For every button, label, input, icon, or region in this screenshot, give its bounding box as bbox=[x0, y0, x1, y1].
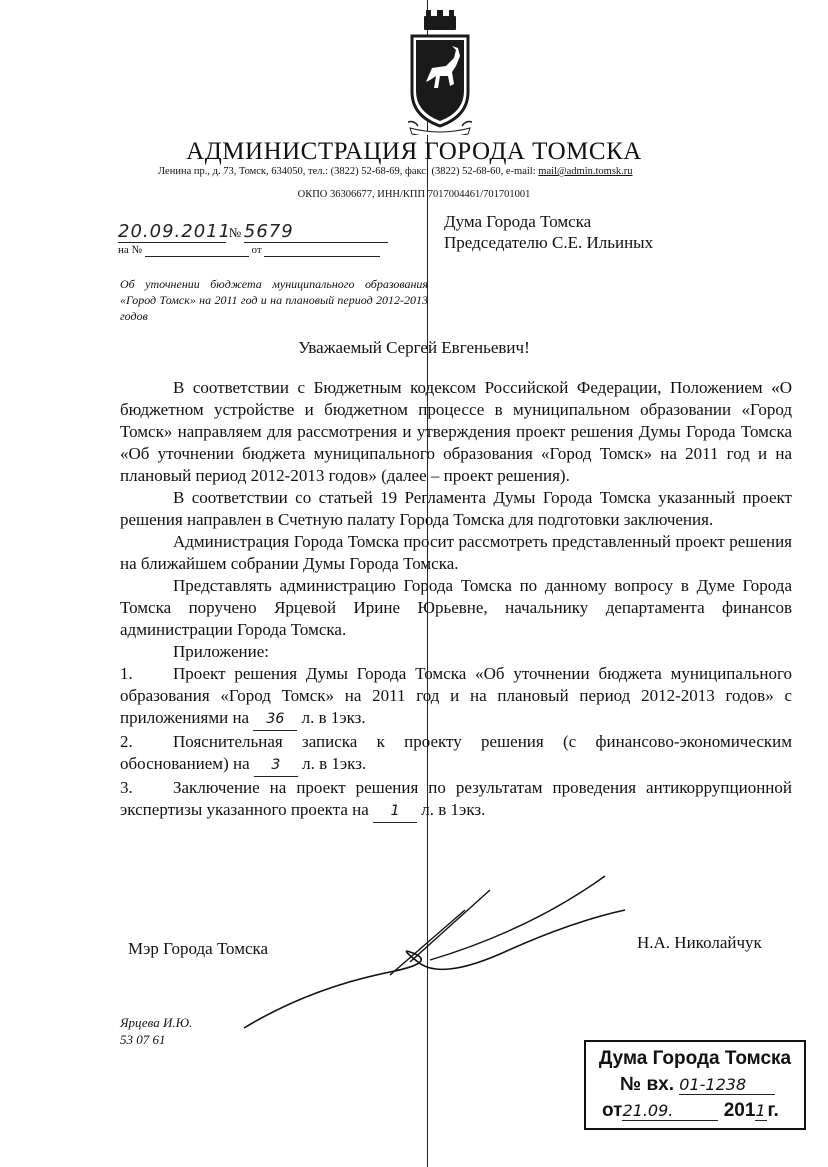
organization-codes: ОКПО 36306677, ИНН/КПП 7017004461/701701001 bbox=[297, 189, 531, 200]
letter-subject: Об уточнении бюджета муниципального образования «Город Томск» на 2011 год и на плановый период 2012-2013 годов bbox=[120, 277, 428, 323]
executor-name: Ярцева И.Ю. bbox=[120, 1015, 193, 1030]
stamp-incoming-number-line bbox=[620, 1074, 775, 1096]
attachment-item-text: Заключение на проект решения по результатам проведения антикоррупционной экспертизы указанного проекта на bbox=[120, 778, 792, 819]
attachment-item-pages: 1 bbox=[373, 800, 417, 823]
registration-no-label: № bbox=[228, 225, 242, 240]
body-paragraph: В соответствии со статьей 19 Регламента Думы Города Томска указанный проект решения направлен в Счетную палату Города Томска для подготовки заключения. bbox=[120, 488, 792, 529]
recipient-org: Дума Города Томска bbox=[444, 212, 592, 231]
incoming-registration-stamp bbox=[584, 1040, 806, 1130]
stamp-year-suffix: г. bbox=[767, 1100, 779, 1121]
recipient-block bbox=[444, 211, 653, 253]
body-paragraph: Представлять администрацию Города Томска по данному вопросу в Думе Города Томска поручено Ярцевой Ирине Юрьевне, начальнику департамента финансов администрации Города Томска. bbox=[120, 576, 792, 639]
reference-no-label: на № bbox=[118, 244, 143, 256]
body-paragraph: В соответствии с Бюджетным кодексом Российской Федерации, Положением «О бюджетном устройстве и бюджетном процессе в муниципальном образовании «Город Томск» направляем для рассмотрения и утверждения проект решения Думы Города Томска «Об уточнении бюджета муниципального образования «Город Томск» на 2011 год и на плановый период 2012-2013 годов» (далее – проект решения). bbox=[120, 378, 792, 485]
attachment-item-pages: 36 bbox=[253, 708, 297, 731]
attachment-item bbox=[120, 663, 792, 731]
attachment-item-text: Проект решения Думы Города Томска «Об уточнении бюджета муниципального образования «Город Томск» на 2011 год и на плановый период 2012-2013 годов» с приложениями на bbox=[120, 664, 792, 727]
stamp-date: 21.09. bbox=[622, 1101, 718, 1121]
registration-date: 20.09.2011 bbox=[118, 221, 232, 242]
body-paragraph: Администрация Города Томска просит рассмотреть представленный проект решения на ближайшем собрании Думы Города Томска. bbox=[120, 532, 792, 573]
reference-line bbox=[118, 244, 380, 257]
attachment-item-text: Пояснительная записка к проекту решения (с финансово-экономическим обоснованием) на bbox=[120, 732, 792, 773]
organization-title: АДМИНИСТРАЦИЯ ГОРОДА ТОМСКА bbox=[186, 138, 642, 165]
greeting: Уважаемый Сергей Евгеньевич! bbox=[298, 338, 530, 357]
stamp-year-digit: 1 bbox=[755, 1101, 766, 1120]
address-text: Ленина пр., д. 73, Томск, 634050, тел.: (3822) 52-68-69, факс: (3822) 52-68-60, e-mail: bbox=[158, 166, 539, 177]
executor-phone: 53 07 61 bbox=[120, 1032, 166, 1047]
letter-body bbox=[120, 377, 792, 823]
attachment-item bbox=[120, 777, 792, 823]
attachment-item-pages: 3 bbox=[254, 754, 298, 777]
reference-from-label: от bbox=[251, 244, 262, 256]
signatory-position: Мэр Города Томска bbox=[128, 939, 269, 958]
registration-number-line bbox=[118, 221, 388, 243]
stamp-year-prefix: 201 bbox=[723, 1100, 756, 1121]
organization-address bbox=[158, 166, 633, 177]
stamp-date-label: от bbox=[602, 1100, 623, 1121]
stamp-date-line bbox=[602, 1100, 779, 1122]
email-link[interactable]: mail@admin.tomsk.ru bbox=[538, 166, 633, 177]
executor-block bbox=[120, 1014, 192, 1048]
registration-number: 5679 bbox=[244, 221, 388, 243]
stamp-incoming-label: № вх. bbox=[620, 1074, 674, 1095]
stamp-title: Дума Города Томска bbox=[598, 1048, 792, 1069]
attachment-item-number: 3. bbox=[120, 778, 133, 797]
attachment-label: Приложение: bbox=[173, 642, 269, 661]
attachment-item bbox=[120, 731, 792, 777]
recipient-person: Председателю С.Е. Ильиных bbox=[444, 233, 654, 252]
attachment-item-suffix: л. в 1экз. bbox=[301, 708, 366, 727]
stamp-incoming-number: 01-1238 bbox=[679, 1075, 775, 1095]
handwritten-signature bbox=[240, 870, 630, 1040]
signatory-name: Н.А. Николайчук bbox=[637, 933, 762, 952]
tomsk-coat-of-arms-icon bbox=[404, 10, 476, 135]
reference-number-blank bbox=[145, 244, 249, 257]
reference-date-blank bbox=[264, 244, 380, 257]
attachment-item-number: 1. bbox=[120, 664, 133, 683]
attachment-item-suffix: л. в 1экз. bbox=[302, 754, 367, 773]
attachment-item-suffix: л. в 1экз. bbox=[421, 800, 486, 819]
attachment-item-number: 2. bbox=[120, 732, 133, 751]
